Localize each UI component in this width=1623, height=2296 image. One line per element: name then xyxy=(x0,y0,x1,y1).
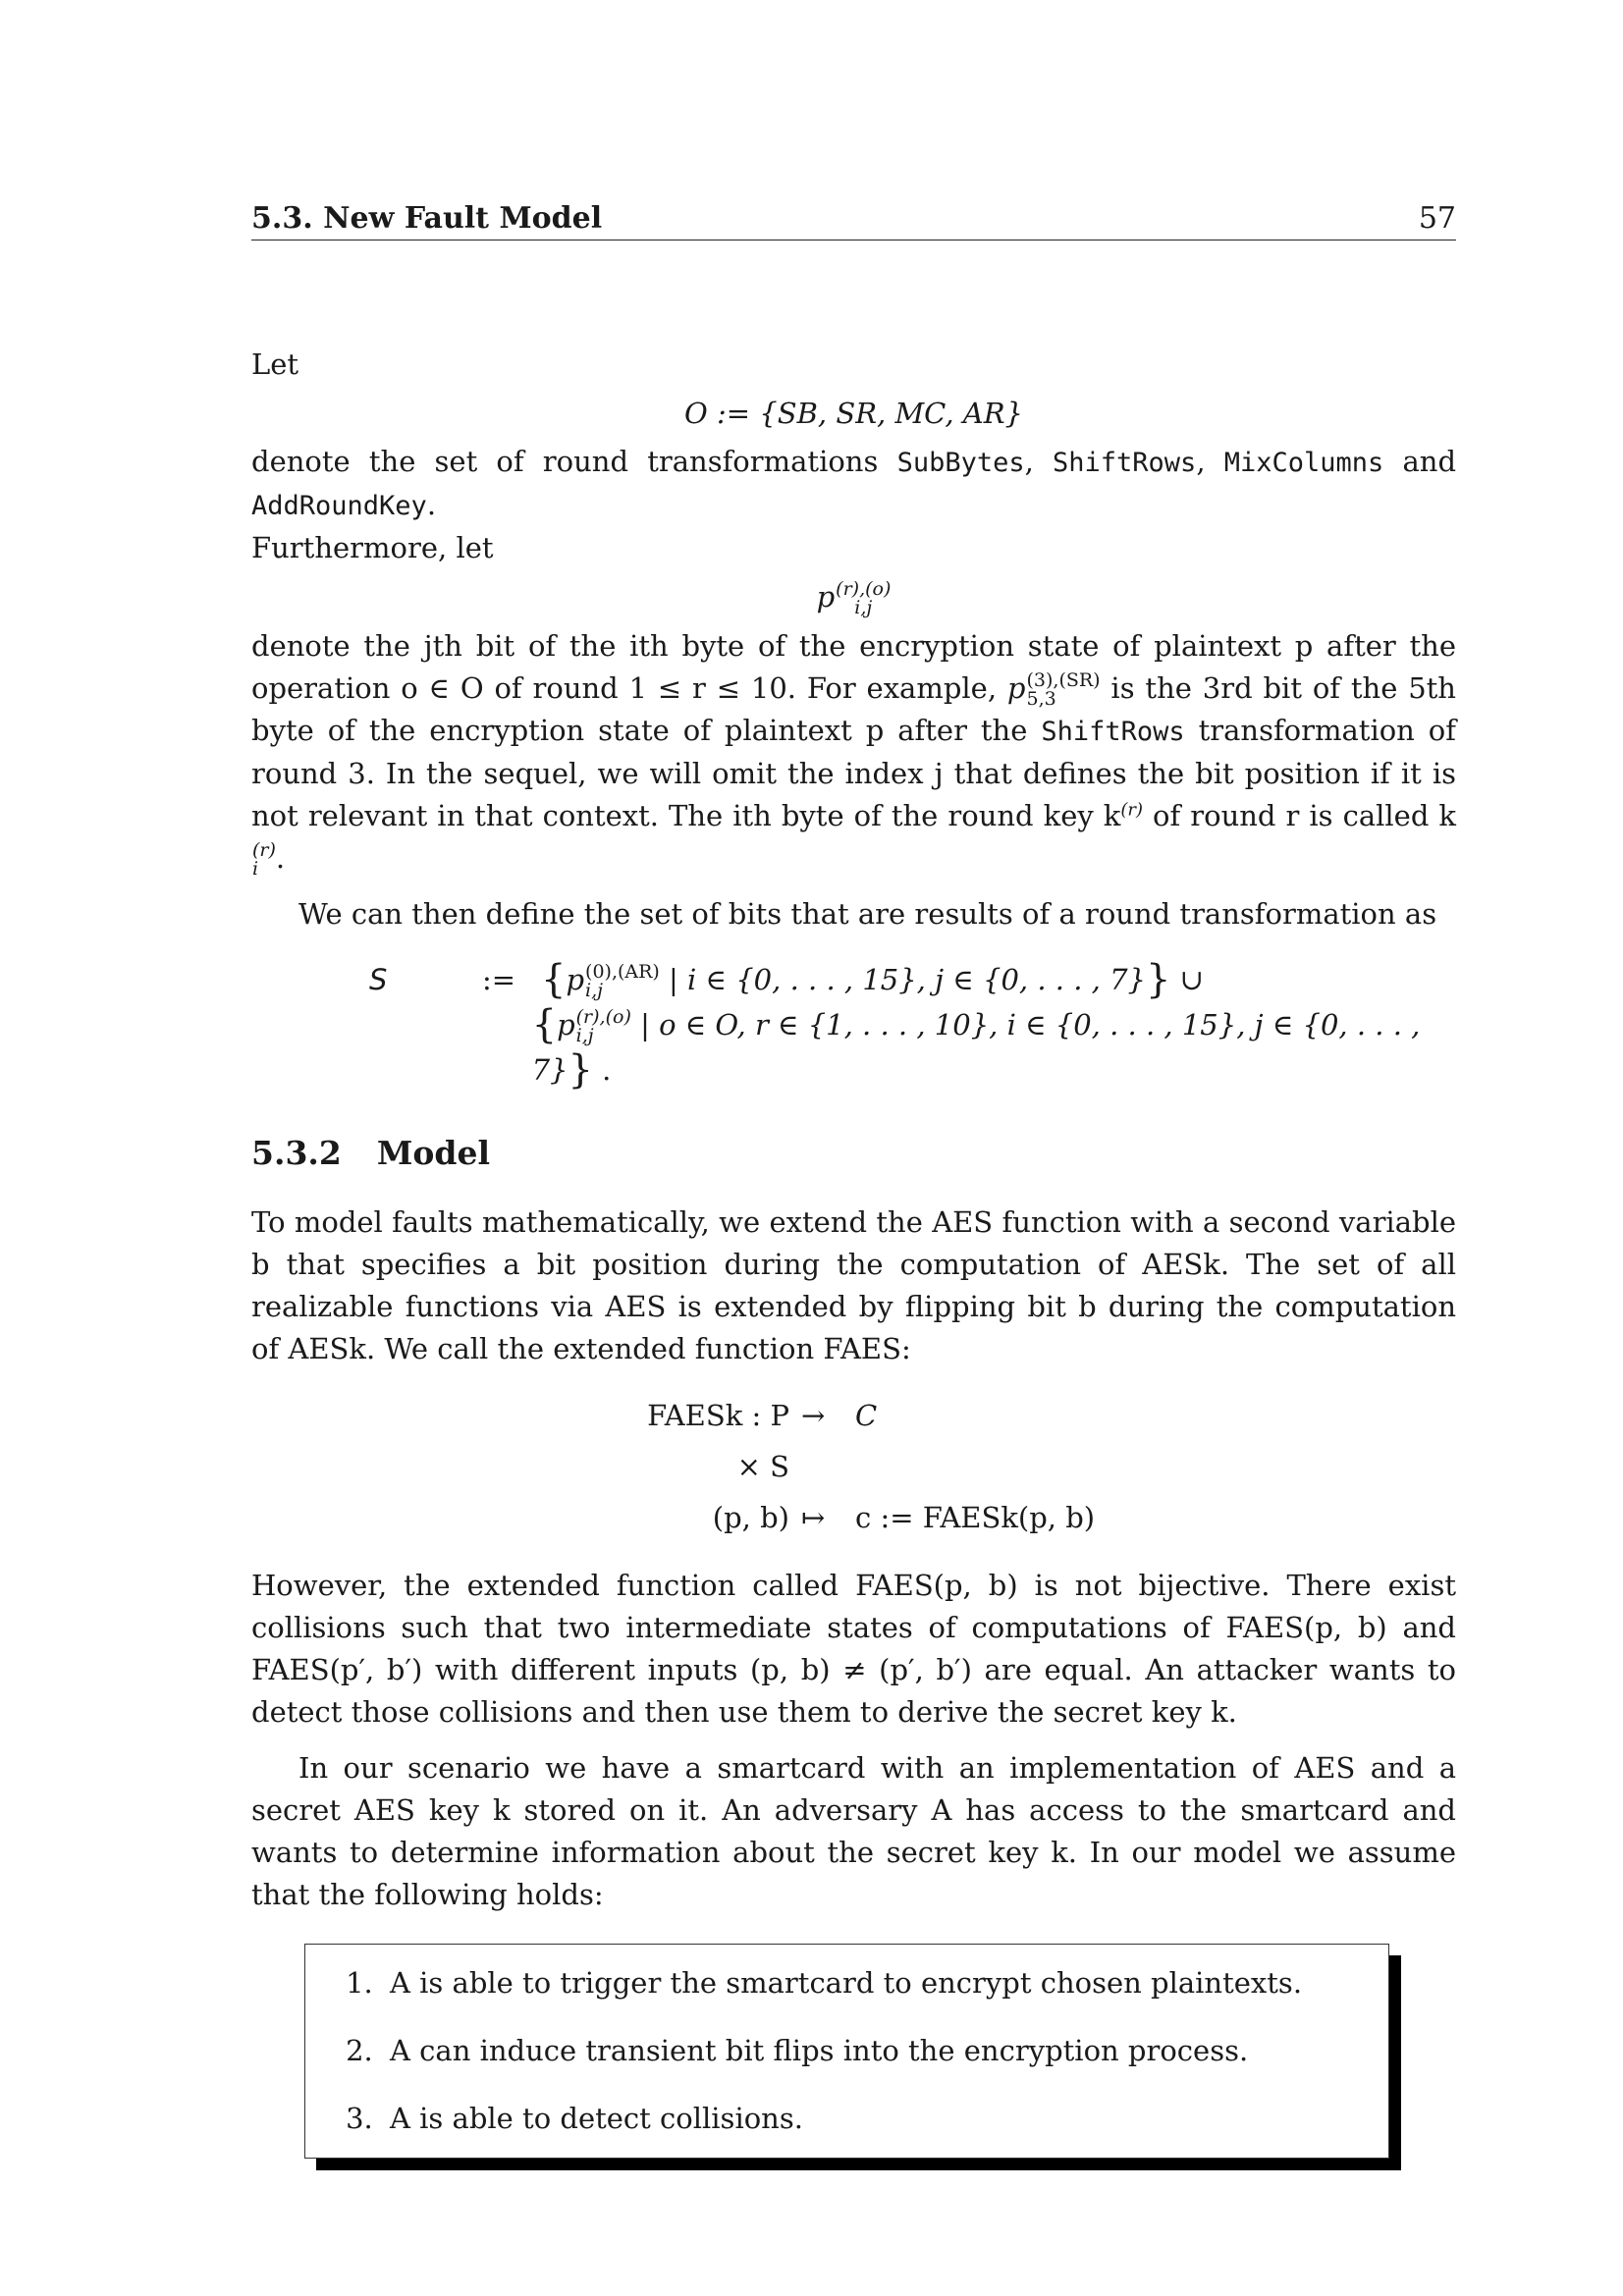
paragraph-model: To model faults mathematically, we extend the AES function with a second variable b that specifies a bit position during the computation of AESk. The set of all realizable functions via AES is extended by flipping bit b during the computation of AESk. We call the extended function FAES: xyxy=(251,1205,1456,1365)
equation-set-S: S := {p (0),(AR) i,j | i ∈ {0, . . . , 15}, j ∈ {0, . . . , 7}} ∪ {p (r),(o) i,j | o ∈ O, r ∈ {1, . . . , 10}, i ∈ {0, . . . , 15}, j ∈ {0, . . . , 7}} . xyxy=(369,957,1421,1093)
paragraph-collisions: However, the extended function called FAES(p, b) is not bijective. There exist collisions such that two intermediate states of computations of FAES(p, b) and FAES(p′, b′) with different inputs (p, b) ≠ (p′, b′) are equal. An attacker wants to detect those collisions and then use them to derive the secret key k. xyxy=(251,1569,1456,1729)
equation-faes: FAESk : P × S → C (p, b) ↦ c := FAESk(p, b) xyxy=(647,1399,1096,1534)
equation-O: O := {SB, SR, MC, AR} xyxy=(684,397,1023,430)
page-number: 57 xyxy=(1418,201,1456,236)
paragraph-bits: denote the jth bit of the ith byte of the encryption state of plaintext p after the operation o ∈ O of round 1 ≤ r ≤ 10. For example, p (3),(SR) 5,3 is the 3rd bit of the 5th byte of the encryption state of plaintext p after the ShiftRows transformation of round 3. In the sequel, we will omit the index j that defines the bit position if it is not relevant in that context. The ith byte of the round key $k^{(r)}$ of round r is called k (r) i . xyxy=(251,629,1456,880)
body-text xyxy=(251,344,1456,2159)
list-item: 1. A is able to trigger the smartcard to encrypt chosen plaintexts. xyxy=(382,1962,1388,2004)
running-head xyxy=(251,201,1456,240)
paragraph-define: We can then define the set of bits that are results of a round transformation as xyxy=(298,897,1437,931)
assumptions-list xyxy=(305,1962,1388,2140)
subsection-heading: 5.3.2 Model xyxy=(251,1134,491,1172)
list-item: 2. A can induce transient bit flips into the encryption process. xyxy=(382,2030,1388,2072)
assumptions-box xyxy=(304,1944,1389,2159)
paragraph-scenario: In our scenario we have a smartcard with an implementation of AES and a secret AES key k stored on it. An adversary A has access to the smartcard and wants to determine information about the secret key k. In our model we assume that the following holds: xyxy=(251,1751,1456,1911)
equation-p: p (r),(o) i,j xyxy=(816,578,892,618)
list-item: 3. A is able to detect collisions. xyxy=(382,2098,1388,2140)
paragraph-denote: denote the set of round transformations SubBytes, ShiftRows, MixColumns and AddRoundKey. Furthermore, let xyxy=(251,445,1457,564)
section-title: 5.3. New Fault Model xyxy=(251,201,603,236)
paragraph-let: Let xyxy=(251,347,299,381)
